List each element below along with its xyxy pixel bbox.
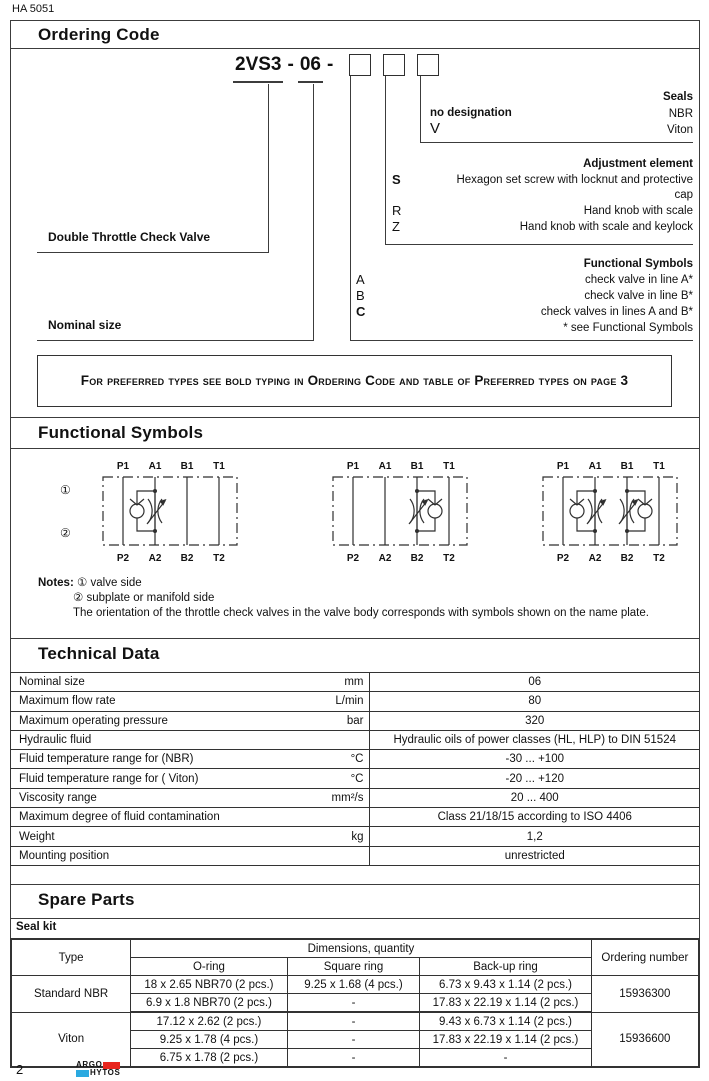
- adjustment-code: Z: [392, 219, 400, 234]
- seals-option-viton: [430, 120, 693, 138]
- param-unit: °C: [350, 772, 364, 785]
- o-ring-dim: 6.9 x 1.8 NBR70 (2 pcs.): [131, 994, 288, 1013]
- nominal-size-label: Nominal size: [48, 318, 122, 332]
- seal-type: Viton: [11, 1012, 131, 1067]
- functional-option-c: [356, 305, 693, 320]
- svg-text:B1: B1: [410, 461, 424, 472]
- param-unit: mm²/s: [331, 791, 364, 804]
- adjustment-value: Hexagon set screw with locknut and protective cap: [456, 174, 693, 201]
- hydraulic-symbol-check-valves-lines-a-and-b: [525, 455, 695, 567]
- hydraulic-symbol-check-valve-line-b: [315, 455, 485, 567]
- functional-code: A: [356, 272, 365, 287]
- divider: [10, 884, 699, 885]
- technical-data-table: [10, 672, 700, 866]
- table-row: [11, 692, 700, 711]
- notes-block: [38, 576, 668, 622]
- param-name: Weight: [19, 830, 55, 843]
- adjustment-heading: Adjustment element: [583, 158, 693, 170]
- adjustment-code: R: [392, 203, 402, 218]
- adjustment-value: Hand knob with scale: [583, 205, 693, 217]
- code-dash: -: [287, 54, 294, 75]
- divider: [10, 638, 699, 639]
- note-line-2: [73, 591, 668, 606]
- param-name: Nominal size: [19, 676, 85, 689]
- svg-text:T2: T2: [653, 553, 665, 564]
- functional-option-b: [356, 289, 693, 304]
- svg-text:P1: P1: [346, 461, 360, 472]
- table-row: [11, 788, 700, 807]
- param-name: Maximum degree of fluid contamination: [19, 811, 220, 824]
- param-unit: kg: [351, 830, 364, 843]
- back-up-ring-dim: -: [420, 1049, 591, 1068]
- code-option-box-1: [349, 54, 371, 76]
- functional-footnote: [356, 321, 693, 336]
- param-unit: bar: [346, 714, 364, 727]
- seals-heading: Seals: [662, 91, 693, 103]
- col-header-ordering-number: Ordering number: [591, 939, 699, 976]
- col-header-square-ring: Square ring: [287, 958, 420, 976]
- table-row: [11, 750, 700, 769]
- connector-line: [420, 142, 693, 143]
- note-line-1: [38, 576, 668, 591]
- svg-text:B1: B1: [180, 461, 194, 472]
- o-ring-dim: 6.75 x 1.78 (2 pcs.): [131, 1049, 288, 1068]
- square-ring-dim: 9.25 x 1.68 (4 pcs.): [287, 976, 420, 994]
- param-name: Fluid temperature range for (NBR): [19, 753, 194, 766]
- param-name: Fluid temperature range for ( Viton): [19, 772, 199, 785]
- param-name: Hydraulic fluid: [19, 734, 92, 747]
- param-value: 20 ... 400: [370, 788, 700, 807]
- seal-type: Standard NBR: [11, 976, 131, 1013]
- note1-text: valve side: [90, 577, 142, 589]
- footnote-text: * see Functional Symbols: [563, 322, 693, 334]
- back-up-ring-dim: 9.43 x 6.73 x 1.14 (2 pcs.): [420, 1012, 591, 1031]
- seal-value: NBR: [668, 108, 693, 120]
- adjustment-option-r: [392, 204, 693, 219]
- col-header-type: Type: [11, 939, 131, 976]
- logo-blue-mark: [76, 1070, 89, 1077]
- svg-text:T1: T1: [443, 461, 455, 472]
- preferred-types-note: For preferred types see bold typing in Ordering Code and table of Preferred types on page 3: [80, 372, 629, 388]
- svg-text:A1: A1: [148, 461, 162, 472]
- svg-text:B1: B1: [620, 461, 634, 472]
- seal-code: no designation: [430, 107, 512, 119]
- marker-valve-side: ①: [60, 483, 71, 497]
- param-value: -30 ... +100: [370, 750, 700, 769]
- connector-line: [385, 76, 386, 244]
- connector-line: [385, 244, 693, 245]
- param-name: Maximum operating pressure: [19, 714, 168, 727]
- svg-text:A2: A2: [378, 553, 392, 564]
- table-row: [11, 976, 699, 994]
- seal-kit-label: Seal kit: [16, 921, 57, 933]
- svg-text:B2: B2: [620, 553, 634, 564]
- col-header-back-up-ring: Back-up ring: [420, 958, 591, 976]
- svg-text:B2: B2: [180, 553, 194, 564]
- param-value: 06: [370, 673, 700, 692]
- connector-line: [350, 76, 351, 340]
- param-value: Hydraulic oils of power classes (HL, HLP) to DIN 51524: [370, 730, 700, 749]
- argo-hytos-logo: [76, 1061, 120, 1077]
- table-row: [11, 730, 700, 749]
- connector-line: [268, 84, 269, 252]
- adjustment-code: S: [392, 172, 401, 187]
- ordering-number: 15936600: [591, 1012, 699, 1067]
- logo-hytos-text: HYTOS: [90, 1068, 121, 1077]
- table-row: [11, 1012, 699, 1031]
- adjustment-value: Hand knob with scale and keylock: [519, 221, 693, 233]
- svg-text:T1: T1: [653, 461, 665, 472]
- product-name-label: Double Throttle Check Valve: [48, 230, 211, 244]
- svg-text:P2: P2: [556, 553, 570, 564]
- page-number: 2: [16, 1062, 24, 1077]
- table-row: [11, 827, 700, 846]
- logo-argo-text: ARGO: [76, 1060, 103, 1069]
- svg-text:P1: P1: [116, 461, 130, 472]
- functional-value: check valves in lines A and B*: [540, 306, 693, 318]
- divider: [10, 417, 699, 418]
- note2-text: subplate or manifold side: [86, 592, 215, 605]
- functional-code: B: [356, 288, 365, 303]
- param-unit: mm: [344, 676, 364, 689]
- table-row: [11, 846, 700, 865]
- square-ring-dim: -: [287, 1031, 420, 1049]
- back-up-ring-dim: 17.83 x 22.19 x 1.14 (2 pcs.): [420, 1031, 591, 1049]
- svg-text:A2: A2: [148, 553, 162, 564]
- functional-value: check valve in line B*: [584, 290, 693, 302]
- code-dash: -: [326, 54, 334, 75]
- o-ring-dim: 9.25 x 1.78 (4 pcs.): [131, 1031, 288, 1049]
- square-ring-dim: -: [287, 1012, 420, 1031]
- param-unit: L/min: [335, 695, 364, 708]
- param-value: 80: [370, 692, 700, 711]
- code-prefix: 2VS3: [233, 53, 283, 83]
- param-value: unrestricted: [370, 846, 700, 865]
- connector-line: [420, 76, 421, 142]
- table-header-row: [11, 939, 699, 958]
- connector-line: [37, 252, 269, 253]
- connector-line: [350, 340, 693, 341]
- square-ring-dim: -: [287, 994, 420, 1013]
- note1-marker: ①: [76, 577, 88, 589]
- table-row: [11, 808, 700, 827]
- param-value: -20 ... +120: [370, 769, 700, 788]
- svg-text:B2: B2: [410, 553, 424, 564]
- svg-text:T1: T1: [213, 461, 225, 472]
- marker-subplate-side: ②: [60, 526, 71, 540]
- preferred-types-note-box: [37, 355, 672, 407]
- param-value: Class 21/18/15 according to ISO 4406: [370, 808, 700, 827]
- notes-label: Notes:: [38, 577, 74, 589]
- connector-line: [37, 340, 314, 341]
- seal-value: Viton: [666, 124, 693, 136]
- functional-value: check valve in line A*: [584, 274, 693, 286]
- seal-kit-table: [10, 938, 700, 1068]
- svg-text:A2: A2: [588, 553, 602, 564]
- param-unit: °C: [350, 753, 364, 766]
- svg-text:P1: P1: [556, 461, 570, 472]
- param-name: Mounting position: [19, 849, 110, 862]
- hydraulic-symbol-check-valve-line-a: [85, 455, 255, 567]
- adjustment-option-z: [392, 220, 693, 235]
- table-row: [11, 711, 700, 730]
- connector-line: [313, 84, 314, 340]
- param-name: Viscosity range: [19, 791, 97, 804]
- seal-code: V: [430, 120, 441, 137]
- section-title-spare-parts: Spare Parts: [38, 890, 135, 909]
- document-code: HA 5051: [12, 3, 55, 15]
- svg-text:P2: P2: [346, 553, 360, 564]
- functional-code: C: [356, 304, 366, 319]
- section-title-ordering-code: Ordering Code: [38, 25, 160, 44]
- o-ring-dim: 17.12 x 2.62 (2 pcs.): [131, 1012, 288, 1031]
- table-row: [11, 673, 700, 692]
- section-title-technical-data: Technical Data: [38, 644, 160, 663]
- adjustment-option-s: [392, 173, 693, 203]
- code-option-box-2: [383, 54, 405, 76]
- note2-marker: ②: [73, 592, 84, 605]
- param-value: 1,2: [370, 827, 700, 846]
- col-header-o-ring: O-ring: [131, 958, 288, 976]
- col-header-dimensions: Dimensions, quantity: [131, 939, 591, 958]
- back-up-ring-dim: 6.73 x 9.43 x 1.14 (2 pcs.): [420, 976, 591, 994]
- ordering-number: 15936300: [591, 976, 699, 1013]
- functional-heading: Functional Symbols: [583, 258, 693, 270]
- section-title-functional-symbols: Functional Symbols: [38, 423, 204, 442]
- square-ring-dim: -: [287, 1049, 420, 1068]
- divider: [10, 918, 699, 919]
- svg-text:T2: T2: [443, 553, 455, 564]
- ordering-code-string: [233, 53, 439, 83]
- functional-option-a: [356, 273, 693, 288]
- svg-text:P2: P2: [116, 553, 130, 564]
- note-line-3: The orientation of the throttle check valves in the valve body corresponds with symbols shown on the name plate.: [73, 607, 649, 620]
- back-up-ring-dim: 17.83 x 22.19 x 1.14 (2 pcs.): [420, 994, 591, 1013]
- divider: [10, 448, 699, 449]
- param-name: Maximum flow rate: [19, 695, 116, 708]
- code-option-box-3: [417, 54, 439, 76]
- svg-text:A1: A1: [378, 461, 392, 472]
- svg-text:T2: T2: [213, 553, 225, 564]
- svg-text:A1: A1: [588, 461, 602, 472]
- code-size: 06: [298, 53, 323, 83]
- param-value: 320: [370, 711, 700, 730]
- table-row: [11, 769, 700, 788]
- divider: [10, 48, 699, 49]
- o-ring-dim: 18 x 2.65 NBR70 (2 pcs.): [131, 976, 288, 994]
